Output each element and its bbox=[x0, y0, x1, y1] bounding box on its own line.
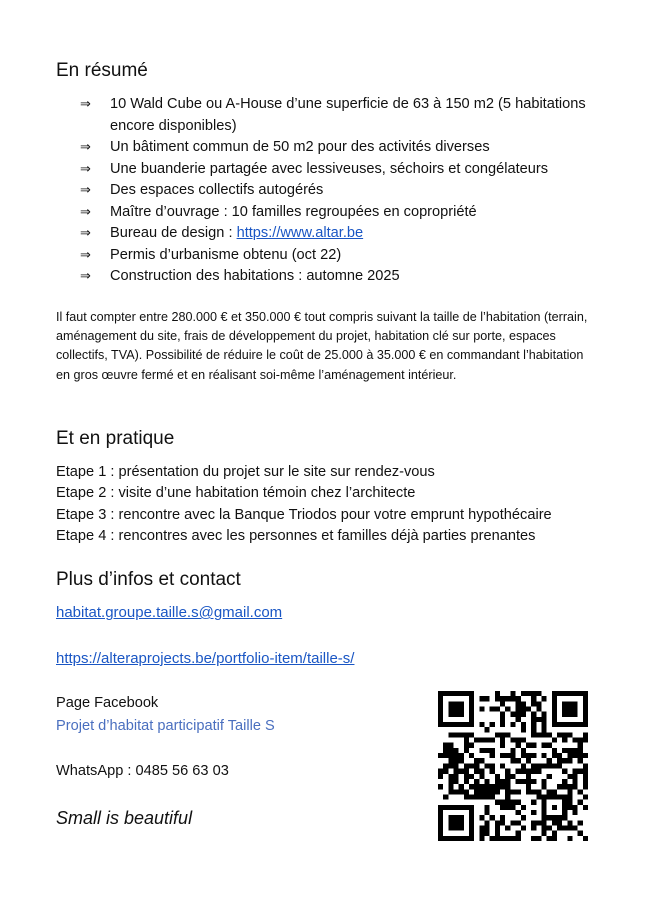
summary-heading: En résumé bbox=[56, 60, 148, 81]
design-office-label: Bureau de design : bbox=[110, 225, 237, 241]
double-arrow-icon: ⇒ bbox=[80, 226, 91, 241]
step-item: Etape 4 : rencontres avec les personnes et familles déjà parties prenantes bbox=[56, 527, 536, 544]
list-item-text bbox=[110, 223, 600, 245]
whatsapp-number: WhatsApp : 0485 56 63 03 bbox=[56, 763, 229, 779]
list-item bbox=[80, 137, 600, 159]
double-arrow-icon: ⇒ bbox=[80, 161, 91, 177]
summary-list bbox=[80, 94, 600, 288]
contact-heading: Plus d’infos et contact bbox=[56, 569, 241, 590]
list-item bbox=[80, 245, 600, 267]
facebook-link[interactable]: Projet d’habitat participatif Taille S bbox=[56, 718, 275, 734]
website-link[interactable]: https://alteraprojects.be/portfolio-item/taille-s/ bbox=[56, 650, 355, 667]
list-item-text: 10 Wald Cube ou A-House d’une superficie de 63 à 150 m2 (5 habitations encore disponibles) bbox=[110, 96, 586, 134]
double-arrow-icon: ⇒ bbox=[80, 269, 91, 284]
double-arrow-icon: ⇒ bbox=[80, 247, 91, 263]
list-item bbox=[80, 180, 600, 202]
email-link[interactable]: habitat.groupe.taille.s@gmail.com bbox=[56, 604, 283, 621]
facebook-label: Page Facebook bbox=[56, 695, 159, 711]
double-arrow-icon: ⇒ bbox=[80, 140, 91, 155]
tagline: Small is beautiful bbox=[56, 808, 193, 828]
double-arrow-icon: ⇒ bbox=[80, 183, 91, 198]
list-item bbox=[80, 223, 600, 245]
list-item bbox=[80, 94, 600, 137]
list-item bbox=[80, 266, 600, 288]
list-item bbox=[80, 159, 600, 181]
practice-heading: Et en pratique bbox=[56, 428, 175, 449]
design-office-link[interactable]: https://www.altar.be bbox=[236, 225, 364, 241]
qr-code-icon bbox=[438, 691, 588, 841]
cost-paragraph: Il faut compter entre 280.000 € et 350.000 € tout compris suivant la taille de l’habitation (terrain, aménagement du site, frais de développement du projet, habitation clé sur porte, espaces collectifs, TVA). Possibilité de réduire le coût de 25.000 à 35.000 € en commandant l’habitation en gros œuvre fermé et en réalisant soi-même l’aménagement intérieur. bbox=[56, 310, 588, 382]
step-item: Etape 3 : rencontre avec la Banque Triodos pour votre emprunt hypothécaire bbox=[56, 506, 552, 523]
list-item-text: Maître d’ouvrage : 10 familles regroupées en copropriété bbox=[110, 203, 477, 220]
double-arrow-icon: ⇒ bbox=[80, 204, 91, 220]
list-item-text: Une buanderie partagée avec lessiveuses, séchoirs et congélateurs bbox=[110, 160, 549, 177]
step-item: Etape 1 : présentation du projet sur le site sur rendez-vous bbox=[56, 464, 435, 480]
steps-list bbox=[56, 462, 616, 547]
list-item-text: Un bâtiment commun de 50 m2 pour des activités diverses bbox=[110, 139, 490, 155]
list-item-text: Permis d’urbanisme obtenu (oct 22) bbox=[110, 246, 342, 263]
list-item-text: Des espaces collectifs autogérés bbox=[110, 182, 324, 198]
step-item: Etape 2 : visite d’une habitation témoin chez l’architecte bbox=[56, 485, 416, 502]
list-item-text: Construction des habitations : automne 2025 bbox=[110, 268, 400, 284]
list-item bbox=[80, 202, 600, 224]
double-arrow-icon: ⇒ bbox=[80, 97, 91, 112]
